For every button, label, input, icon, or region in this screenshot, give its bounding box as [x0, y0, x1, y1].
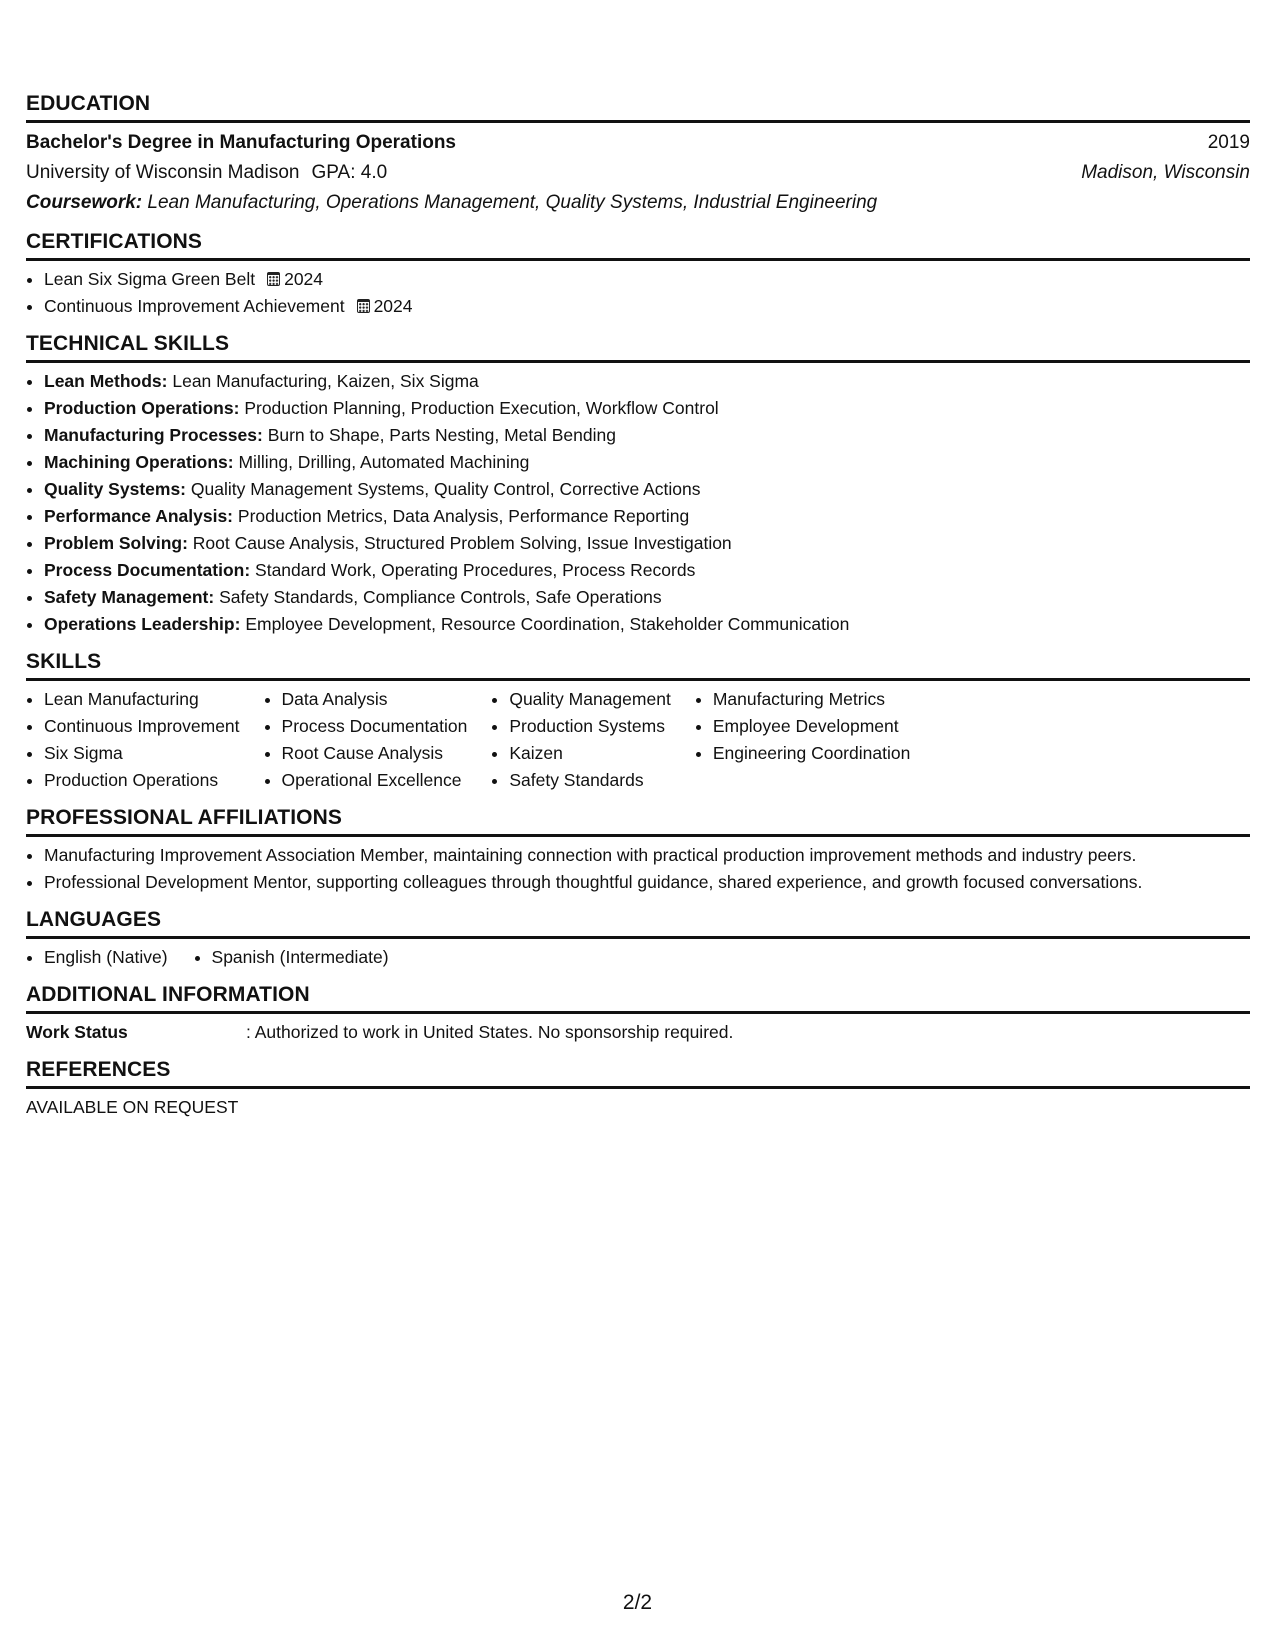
university-row — [26, 158, 1250, 188]
skill-values: Standard Work, Operating Procedures, Process Records — [255, 560, 696, 580]
list-item — [44, 557, 1250, 584]
list-item: • Manufacturing Improvement Association Member, maintaining connection with practical production improvement methods and industry peers. — [44, 842, 1250, 869]
skills-grid — [26, 686, 1250, 794]
calendar-icon — [267, 272, 280, 286]
list-item — [44, 266, 1250, 293]
technical-skills-section — [26, 332, 1250, 638]
affiliations-section — [26, 806, 1250, 896]
skill-values: Production Metrics, Data Analysis, Performance Reporting — [237, 506, 690, 526]
skill-category: Safety Management: — [44, 587, 215, 607]
list-item: • Employee Development — [713, 713, 911, 740]
languages-section — [26, 908, 1250, 971]
technical-skills-list — [26, 368, 1250, 638]
list-item — [44, 449, 1250, 476]
work-status-row — [26, 1019, 1250, 1046]
skill-category: Lean Methods: — [44, 371, 168, 391]
list-item — [44, 476, 1250, 503]
certification-year: 2024 — [373, 296, 413, 316]
additional-heading: ADDITIONAL INFORMATION — [26, 983, 1250, 1014]
list-item: • Data Analysis — [282, 686, 468, 713]
skill-category: Operations Leadership: — [44, 614, 241, 634]
list-item: • Production Systems — [509, 713, 670, 740]
skill-category: Machining Operations: — [44, 452, 234, 472]
skills-column — [695, 686, 911, 794]
references-heading: REFERENCES — [26, 1058, 1250, 1089]
additional-section — [26, 983, 1250, 1046]
skill-category: Problem Solving: — [44, 533, 188, 553]
work-status-value: : Authorized to work in United States. No sponsorship required. — [246, 1022, 734, 1042]
skill-values: Quality Management Systems, Quality Control, Corrective Actions — [190, 479, 701, 499]
certifications-heading: CERTIFICATIONS — [26, 230, 1250, 261]
skill-category: Production Operations: — [44, 398, 240, 418]
work-status-label: Work Status — [26, 1022, 128, 1042]
graduation-year: 2019 — [1207, 132, 1250, 153]
education-section — [26, 92, 1250, 218]
certifications-list — [26, 266, 1250, 320]
page-number: 2/2 — [622, 1591, 653, 1614]
degree-title: Bachelor's Degree in Manufacturing Operations — [26, 132, 456, 153]
list-item — [44, 368, 1250, 395]
skills-column — [264, 686, 468, 794]
university-location: Madison, Wisconsin — [1081, 162, 1250, 183]
list-item — [44, 584, 1250, 611]
list-item: • Operational Excellence — [282, 767, 468, 794]
skills-column — [491, 686, 670, 794]
coursework-label: Coursework: — [26, 192, 143, 213]
skill-values: Production Planning, Production Execution, Workflow Control — [244, 398, 719, 418]
certification-name: Lean Six Sigma Green Belt — [44, 269, 256, 289]
coursework — [26, 188, 1250, 218]
skills-column — [26, 686, 240, 794]
certification-year: 2024 — [284, 269, 324, 289]
list-item — [44, 611, 1250, 638]
list-item: • Lean Manufacturing — [44, 686, 240, 713]
affiliations-heading: PROFESSIONAL AFFILIATIONS — [26, 806, 1250, 837]
list-item: • Engineering Coordination — [713, 740, 911, 767]
education-heading: EDUCATION — [26, 92, 1250, 123]
language-column — [26, 944, 168, 971]
list-item: • Continuous Improvement — [44, 713, 240, 740]
list-item: • Manufacturing Metrics — [713, 686, 911, 713]
affiliations-list — [26, 842, 1250, 896]
skill-values: Lean Manufacturing, Kaizen, Six Sigma — [172, 371, 479, 391]
list-item: • Six Sigma — [44, 740, 240, 767]
list-item: • English (Native) — [44, 944, 168, 971]
skill-values: Safety Standards, Compliance Controls, Safe Operations — [219, 587, 662, 607]
list-item — [44, 422, 1250, 449]
list-item — [44, 293, 1250, 320]
technical-skills-heading: TECHNICAL SKILLS — [26, 332, 1250, 363]
list-item — [44, 503, 1250, 530]
list-item: • Professional Development Mentor, supporting colleagues through thoughtful guidance, shared experience, and growth focused conversations. — [44, 869, 1250, 896]
skill-category: Manufacturing Processes: — [44, 425, 263, 445]
certifications-section — [26, 230, 1250, 320]
list-item: • Production Operations — [44, 767, 240, 794]
skill-values: Burn to Shape, Parts Nesting, Metal Bending — [267, 425, 616, 445]
list-item: • Quality Management — [509, 686, 670, 713]
list-item: • Kaizen — [509, 740, 670, 767]
skill-category: Process Documentation: — [44, 560, 251, 580]
calendar-icon — [357, 299, 370, 313]
skill-values: Employee Development, Resource Coordination, Stakeholder Communication — [245, 614, 850, 634]
gpa: GPA: 4.0 — [311, 162, 388, 183]
skill-values: Milling, Drilling, Automated Machining — [238, 452, 530, 472]
university-info — [26, 158, 387, 188]
list-item: • Spanish (Intermediate) — [212, 944, 389, 971]
list-item: • Root Cause Analysis — [282, 740, 468, 767]
list-item — [44, 530, 1250, 557]
coursework-list: Lean Manufacturing, Operations Management, Quality Systems, Industrial Engineering — [147, 192, 878, 213]
list-item: • Safety Standards — [509, 767, 670, 794]
skill-category: Performance Analysis: — [44, 506, 234, 526]
list-item: • Process Documentation — [282, 713, 468, 740]
languages-heading: LANGUAGES — [26, 908, 1250, 939]
skills-section — [26, 650, 1250, 794]
skills-heading: SKILLS — [26, 650, 1250, 681]
references-text: AVAILABLE ON REQUEST — [26, 1097, 239, 1117]
skill-values: Root Cause Analysis, Structured Problem Solving, Issue Investigation — [192, 533, 732, 553]
languages-list — [26, 944, 1250, 971]
language-column — [194, 944, 389, 971]
skill-category: Quality Systems: — [44, 479, 186, 499]
certification-name: Continuous Improvement Achievement — [44, 296, 345, 316]
references-section — [26, 1058, 1250, 1121]
list-item — [44, 395, 1250, 422]
degree-row — [26, 128, 1250, 158]
university-name: University of Wisconsin Madison — [26, 162, 300, 183]
resume-page — [26, 92, 1250, 1121]
